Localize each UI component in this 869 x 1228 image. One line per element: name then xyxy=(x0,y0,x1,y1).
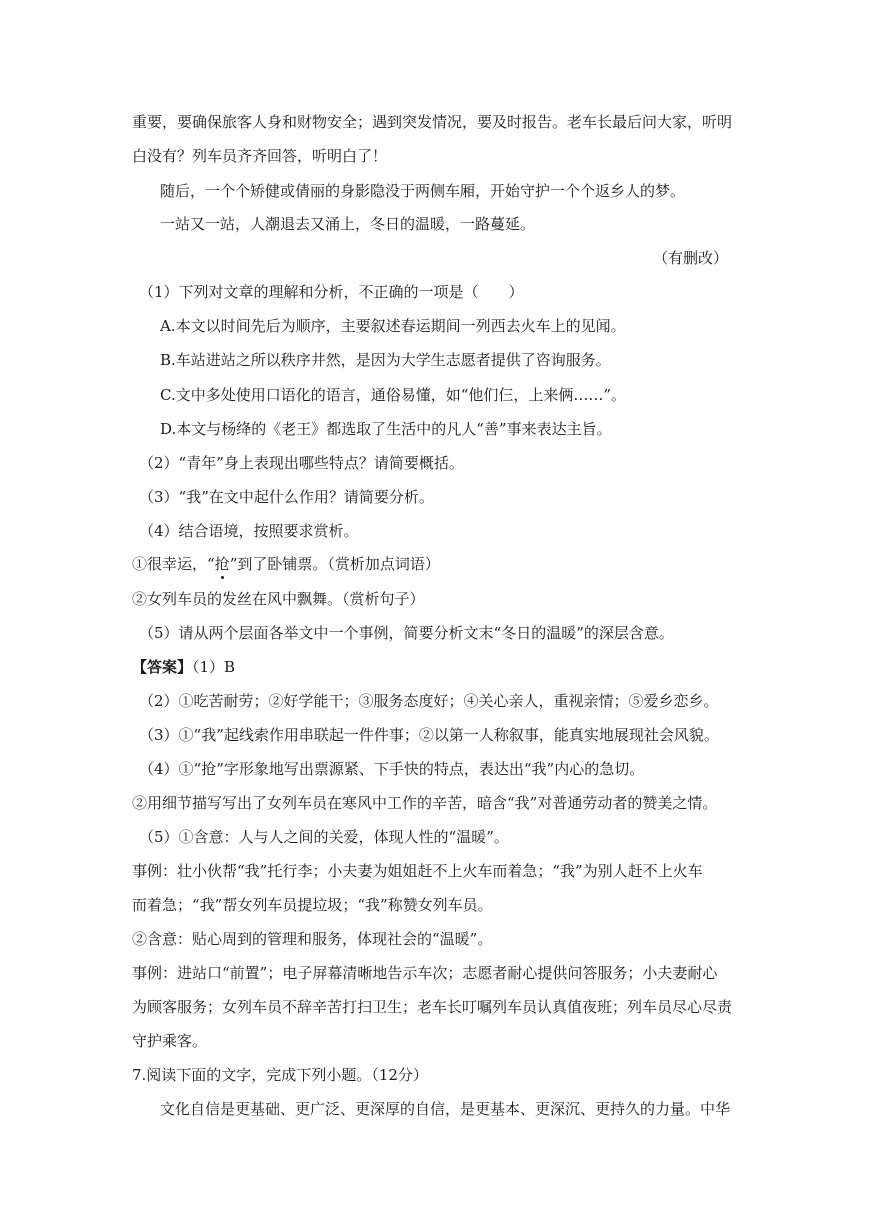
question-4-item-1: ①很幸运，“抢”到了卧铺票。（赏析加点词语） xyxy=(132,555,440,573)
answer-5-4: ②含意：贴心周到的管理和服务，体现社会的“温暖”。 xyxy=(132,930,493,948)
answer-5-2: 事例：壮小伙帮“我”托行李；小夫妻为姐姐赶不上火车而着急；“我”为别人赶不上火车 xyxy=(132,862,703,880)
answer-5-1: （5）①含意：人与人之间的关爱，体现人性的“温暖”。 xyxy=(139,828,509,846)
emphasis-dot-word: 抢 xyxy=(214,555,230,573)
question-4-item-2: ②女列车员的发丝在风中飘舞。（赏析句子） xyxy=(132,590,425,608)
next-question-title: 7.阅读下面的文字，完成下列小题。（12分） xyxy=(132,1066,428,1084)
answer-3: （3）①“我”起线索作用串联起一件件事；②以第一人称叙事，能真实地展现社会风貌。 xyxy=(139,726,719,744)
option-b: B.车站进站之所以秩序井然，是因为大学生志愿者提供了咨询服务。 xyxy=(160,351,611,369)
option-d: D.本文与杨绛的《老王》都选取了生活中的凡人“善”事来表达主旨。 xyxy=(160,420,612,438)
answer-5-7: 守护乘客。 xyxy=(132,1032,208,1050)
question-4: （4）结合语境，按照要求赏析。 xyxy=(139,522,359,540)
answer-5-6: 为顾客服务；女列车员不辞辛苦打扫卫生；老车长叮嘱列车员认真值夜班；列车员尽心尽责 xyxy=(132,998,733,1016)
passage-line: 白没有？列车员齐齐回答，听明白了！ xyxy=(132,147,388,165)
question-3: （3）“我”在文中起什么作用？请简要分析。 xyxy=(139,488,434,506)
question-5: （5）请从两个层面各举文中一个事例，简要分析文末“冬日的温暖”的深层含意。 xyxy=(139,624,674,642)
revision-note: （有删改） xyxy=(652,249,728,267)
answer-2: （2）①吃苦耐劳；②好学能干；③服务态度好；④关心亲人，重视亲情；⑤爱乡恋乡。 xyxy=(139,692,719,710)
next-passage-line: 文化自信是更基础、更广泛、更深厚的自信，是更基本、更深沉、更持久的力量。中华 xyxy=(160,1100,731,1118)
answer-5-3: 而着急；“我”帮女列车员提垃圾；“我”称赞女列车员。 xyxy=(132,896,493,914)
answer-5-5: 事例：进站口“前置”；电子屏幕清晰地告示车次；志愿者耐心提供问答服务；小夫妻耐心 xyxy=(132,964,718,982)
option-c: C.文中多处使用口语化的语言，通俗易懂，如“他们仨，上来俩……”。 xyxy=(160,386,627,404)
answer-4-1: （4）①“抢”字形象地写出票源紧、下手快的特点，表达出“我”内心的急切。 xyxy=(139,760,645,778)
passage-line: 随后，一个个矫健或倩丽的身影隐没于两侧车厢，开始守护一个个返乡人的梦。 xyxy=(160,182,686,200)
answer-label: 【答案】 xyxy=(132,658,193,676)
option-a: A.本文以时间先后为顺序，主要叙述春运期间一列西去火车上的见闻。 xyxy=(160,317,626,335)
question-2: （2）“青年”身上表现出哪些特点？请简要概括。 xyxy=(139,454,464,472)
question-1: （1）下列对文章的理解和分析，不正确的一项是（ ） xyxy=(139,283,524,301)
passage-line: 重要，要确保旅客人身和财物安全；遇到突发情况，要及时报告。老车长最后问大家，听明 xyxy=(132,113,733,131)
answer-1: 【答案】（1）B xyxy=(132,658,236,676)
passage-line: 一站又一站，人潮退去又涌上，冬日的温暖，一路蔓延。 xyxy=(160,215,536,233)
answer-4-2: ②用细节描写写出了女列车员在寒风中工作的辛苦，暗含“我”对普通劳动者的赞美之情。 xyxy=(132,794,718,812)
